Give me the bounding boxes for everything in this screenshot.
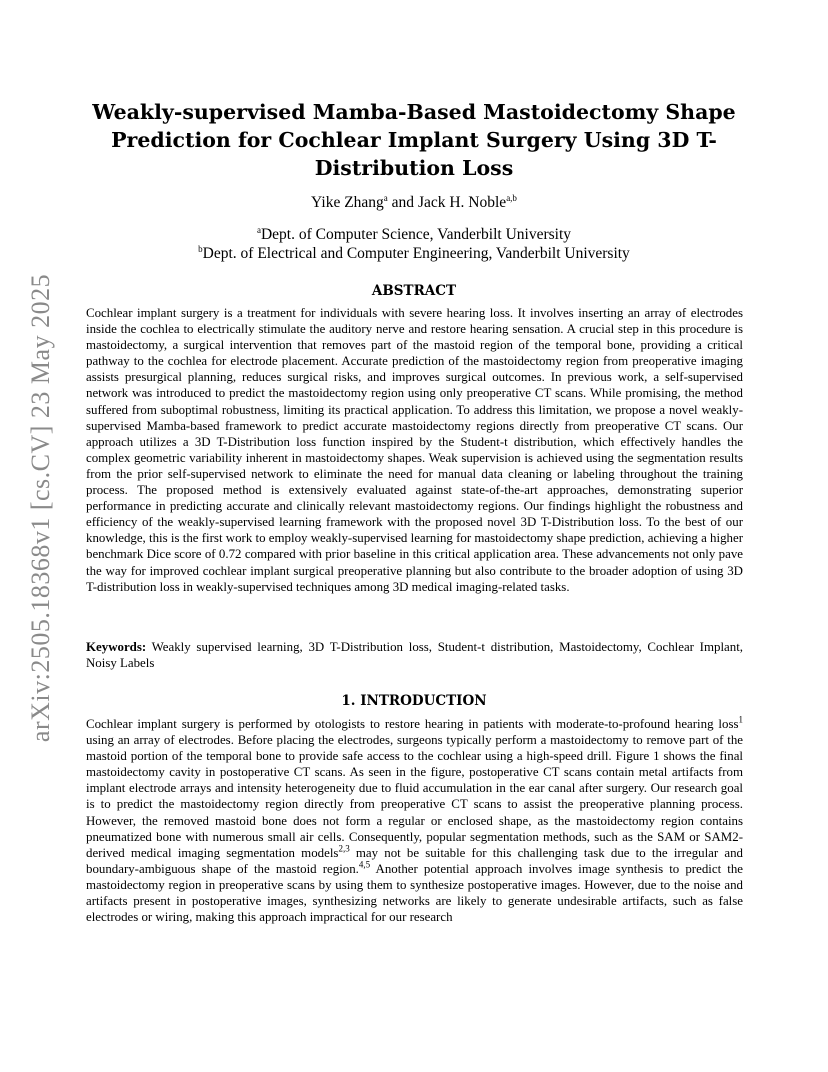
citation-ref: 2,3 (338, 843, 350, 854)
intro-text-segment: may not be suitable for this challenging task due to the irregular and boundary-ambiguous shape of the mastoid region. (86, 845, 743, 876)
keywords-line (86, 639, 743, 671)
arxiv-side-stamp (18, 248, 64, 768)
citation-ref: 1 (738, 714, 743, 725)
author-line (0, 194, 828, 212)
introduction-heading: 1. INTRODUCTION (341, 693, 487, 709)
introduction-body (86, 716, 743, 925)
affiliation-marker: a (256, 224, 261, 235)
affiliation-marker: b (198, 243, 203, 254)
intro-text-segment: using an array of electrodes. Before placing the electrodes, surgeons typically perform a mastoidectomy to remove part of the mastoid portion of the temporal bone to provide safe access to the cochlear using a high-speed drill. Figure 1 shows the final mastoidectomy cavity in postoperative CT scans. As seen in the figure, postoperative CT scans contain metal artifacts from implant electrode arrays and intensity heterogeneity due to fluid accumulation in the ear canal after surgery. Our research goal is to predict the mastoidectomy region directly from preoperative CT scans to assist the preoperative planning process. However, the removed mastoid bone does not form a regular or enclosed shape, as the mastoidectomy region contains pneumatized bone with numerous small air cells. Consequently, popular segmentation methods, such as the SAM or SAM2-derived medical imaging segmentation models (86, 733, 743, 860)
affiliation-text: Dept. of Computer Science, Vanderbilt University (260, 226, 572, 243)
abstract-heading: ABSTRACT (371, 283, 457, 299)
citation-ref: 4,5 (358, 859, 371, 870)
affiliation-a (0, 226, 828, 244)
affiliation-b (0, 245, 828, 263)
author-connector: and (387, 194, 418, 211)
author-name: Yike Zhang (311, 194, 384, 211)
intro-text-segment: Another potential approach involves image synthesis to predict the mastoidectomy region in preoperative scans by using them to synthesize postoperative images. However, due to the noise and artifacts present in postoperative images, synthesizing networks are likely to generate undesirable artifacts, such as false electrodes or wiring, making this approach impractical for our research (86, 861, 744, 925)
intro-text-segment: Cochlear implant surgery is performed by otologists to restore hearing in patients with moderate-to-profound hearing loss (86, 717, 739, 731)
author-superscript: a,b (506, 192, 517, 203)
keywords-text: Weakly supervised learning, 3D T-Distribution loss, Student-t distribution, Mastoidectomy, Cochlear Implant, Noisy Labels (86, 640, 743, 671)
author-superscript: a (383, 192, 388, 203)
keywords-label: Keywords: (86, 640, 147, 654)
author-name: Jack H. Noble (417, 194, 507, 211)
affiliation-text: Dept. of Electrical and Computer Engineering, Vanderbilt University (202, 245, 630, 262)
arxiv-identifier: arXiv:2505.18368v1 [cs.CV] 23 May 2025 (26, 273, 55, 743)
abstract-body: Cochlear implant surgery is a treatment for individuals with severe hearing loss. It involves inserting an array of electrodes inside the cochlea to electrically stimulate the auditory nerve and restore hearing sensation. A crucial step in this procedure is mastoidectomy, a surgical intervention that removes part of the mastoid region of the temporal bone, providing a critical pathway to the cochlea for electrode placement. Accurate prediction of the mastoidectomy region from preoperative imaging assists presurgical planning, reduces surgical risks, and improves surgical outcomes. In previous work, a self-supervised network was introduced to predict the mastoidectomy region using only preoperative CT scans. While promising, the method suffered from suboptimal robustness, limiting its practical application. To address this limitation, we propose a novel weakly-supervised Mamba-based framework to predict accurate mastoidectomy regions directly from preoperative CT scans. Our approach utilizes a 3D T-Distribution loss function inspired by the Student-t distribution, which effectively handles the complex geometric variability inherent in mastoidectomy shapes. Weak supervision is achieved using the segmentation results from the prior self-supervised network to eliminate the need for manual data cleaning or labeling throughout the training process. The proposed method is extensively evaluated against state-of-the-art approaches, demonstrating superior performance in predicting accurate and clinically relevant mastoidectomy regions. Our findings highlight the robustness and efficiency of the weakly-supervised learning framework with the proposed novel 3D T-Distribution loss. To the best of our knowledge, this is the first work to employ weakly-supervised learning for mastoidectomy shape prediction, achieving a higher benchmark Dice score of 0.72 compared with prior baseline in this critical application area. These advancements not only pave the way for improved cochlear implant surgical preoperative planning but also contribute to the broader adoption of using 3D T-distribution loss in weakly-supervised techniques among 3D medical imaging-related tasks. (86, 306, 743, 594)
paper-title: Weakly-supervised Mamba-Based Mastoidectomy Shape Prediction for Cochlear Implant Surgery Using 3D T-Distribution Loss (92, 100, 736, 180)
